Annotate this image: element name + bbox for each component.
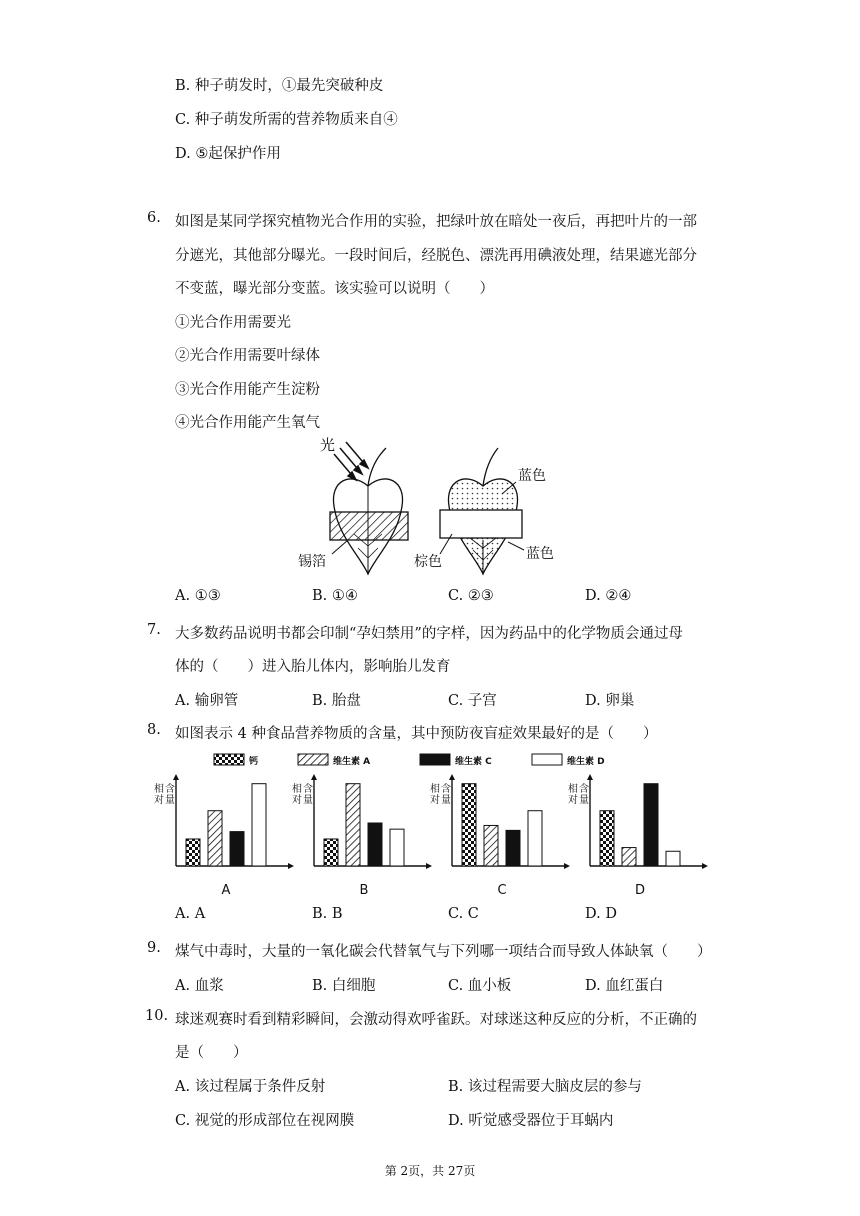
y-axis-label-char: 对 [430,795,440,806]
q9-option-a[interactable]: A. 血浆 [175,978,224,994]
panel-label: B [359,883,369,898]
bar-D-2 [622,848,636,866]
q8-option-a[interactable]: A. A [175,906,206,922]
bar-C-2 [484,825,498,866]
panel-label: D [634,883,646,898]
x-axis-arrow [564,863,570,869]
q9-number: 9. [147,940,161,956]
q8-stem: 如图表示 4 种食品营养物质的含量，其中预防夜盲症效果最好的是（ ） [175,726,658,742]
q6-option-a[interactable]: A. ①③ [175,588,221,604]
bar-A-1 [186,839,200,866]
y-axis-label-char: 相 [154,784,164,795]
q8-option-c[interactable]: C. C [448,906,479,922]
label-brown: 棕色 [414,554,442,570]
label-tin-foil: 锡箔 [298,554,326,570]
y-axis-label-char: 对 [568,795,578,806]
legend-label: 维生素 C [455,757,492,767]
y-axis-label-char: 对 [292,795,302,806]
bar-A-2 [208,811,222,866]
label-blue-top: 蓝色 [518,468,546,484]
y-axis-arrow [173,774,179,780]
q9-option-c[interactable]: C. 血小板 [448,978,512,994]
q7-stem-line-1: 大多数药品说明书都会印制“孕妇禁用”的字样，因为药品中的化学物质会通过母 [175,626,683,642]
legend-swatch [214,754,244,765]
q10-option-b[interactable]: B. 该过程需要大脑皮层的参与 [448,1079,642,1095]
bar-C-4 [528,811,542,866]
q9-option-d[interactable]: D. 血红蛋白 [585,978,664,994]
y-axis-label-char: 含 [579,784,589,795]
q10-stem-line-1: 球迷观赛时看到精彩瞬间，会激动得欢呼雀跃。对球迷这种反应的分析，不正确的 [175,1012,697,1028]
q6-statement-4: ④光合作用能产生氧气 [175,415,320,431]
q7-stem-line-2: 体的（ ）进入胎儿体内，影响胎儿发育 [175,659,451,675]
label-blue-bottom: 蓝色 [526,546,554,562]
x-axis-arrow [426,863,432,869]
bar-B-4 [390,829,404,866]
q5-option-d: D. ⑤起保护作用 [175,146,281,162]
panel-label: A [221,883,231,898]
y-axis-label-char: 相 [292,784,302,795]
covered-leaf [330,448,408,574]
q7-option-d[interactable]: D. 卵巢 [585,693,635,709]
treated-leaf [440,448,522,574]
panel-D [568,774,708,898]
tin-foil-strip [330,512,408,540]
legend-swatch [532,754,562,765]
q9-stem: 煤气中毒时，大量的一氧化碳会代替氧气与下列哪一项结合而导致人体缺氧（ ） [175,944,712,960]
q10-option-a[interactable]: A. 该过程属于条件反射 [175,1079,326,1095]
q8-option-d[interactable]: D. D [585,906,617,922]
bar-D-3 [644,784,658,866]
chart-legend [214,754,605,767]
y-axis-label-char: 相 [430,784,440,795]
legend-swatch [298,754,328,765]
x-axis-arrow [288,863,294,869]
q6-statement-1: ①光合作用需要光 [175,315,291,331]
bar-B-1 [324,839,338,866]
bar-D-1 [600,811,614,866]
q8-number: 8. [147,722,161,738]
q6-number: 6. [147,210,161,226]
q5-option-b: B. 种子萌发时，①最先突破种皮 [175,78,384,94]
legend-label: 钙 [249,757,259,767]
q6-option-d[interactable]: D. ②④ [585,588,632,604]
y-axis-label-char: 量 [303,795,313,806]
label-light: 光 [320,436,336,454]
legend-swatch [420,754,450,765]
y-axis-label-char: 量 [441,795,451,806]
q7-option-b[interactable]: B. 胎盘 [312,693,361,709]
q9-option-b[interactable]: B. 白细胞 [312,978,376,994]
page-footer: 第 2页，共 27页 [384,1164,476,1178]
q10-stem-line-2: 是（ ） [175,1045,248,1061]
q6-statement-2: ②光合作用需要叶绿体 [175,348,320,364]
q10-number: 10. [145,1008,169,1024]
bar-A-3 [230,832,244,866]
legend-label: 维生素 A [333,757,371,767]
y-axis-label-char: 含 [441,784,451,795]
bar-B-2 [346,784,360,866]
leaf-experiment-figure [290,436,580,581]
y-axis-label-char: 含 [303,784,313,795]
y-axis-label-char: 量 [165,795,175,806]
bar-D-4 [666,851,680,866]
nutrient-bar-charts [150,748,720,900]
y-axis-label-char: 含 [165,784,175,795]
panel-A [154,774,294,898]
light-arrows [334,442,368,480]
bar-A-4 [252,784,266,866]
q7-option-c[interactable]: C. 子宫 [448,693,497,709]
y-axis-arrow [449,774,455,780]
q10-option-c[interactable]: C. 视觉的形成部位在视网膜 [175,1113,355,1129]
q6-stem-line-1: 如图是某同学探究植物光合作用的实验，把绿叶放在暗处一夜后，再把叶片的一部 [175,214,697,230]
brown-band [440,510,522,538]
q6-stem-line-3: 不变蓝，曝光部分变蓝。该实验可以说明（ ） [175,281,494,297]
panel-C [430,774,570,898]
x-axis-arrow [702,863,708,869]
panel-label: C [497,883,507,898]
chart-panels [154,774,708,898]
bar-B-3 [368,823,382,866]
panel-B [292,774,432,898]
bar-C-1 [462,784,476,866]
q6-option-b[interactable]: B. ①④ [312,588,358,604]
q7-option-a[interactable]: A. 输卵管 [175,693,239,709]
y-axis-label-char: 量 [579,795,589,806]
y-axis-label-char: 相 [568,784,578,795]
y-axis-arrow [587,774,593,780]
q6-statement-3: ③光合作用能产生淀粉 [175,382,320,398]
y-axis-arrow [311,774,317,780]
q6-stem-line-2: 分遮光，其他部分曝光。一段时间后，经脱色、漂洗再用碘液处理，结果遮光部分 [175,248,697,264]
q8-option-b[interactable]: B. B [312,906,343,922]
legend-label: 维生素 D [567,757,605,767]
bar-C-3 [506,830,520,866]
q6-option-c[interactable]: C. ②③ [448,588,494,604]
q7-number: 7. [147,622,161,638]
q5-option-c: C. 种子萌发所需的营养物质来自④ [175,112,398,128]
y-axis-label-char: 对 [154,795,164,806]
q10-option-d[interactable]: D. 听觉感受器位于耳蜗内 [448,1113,614,1129]
